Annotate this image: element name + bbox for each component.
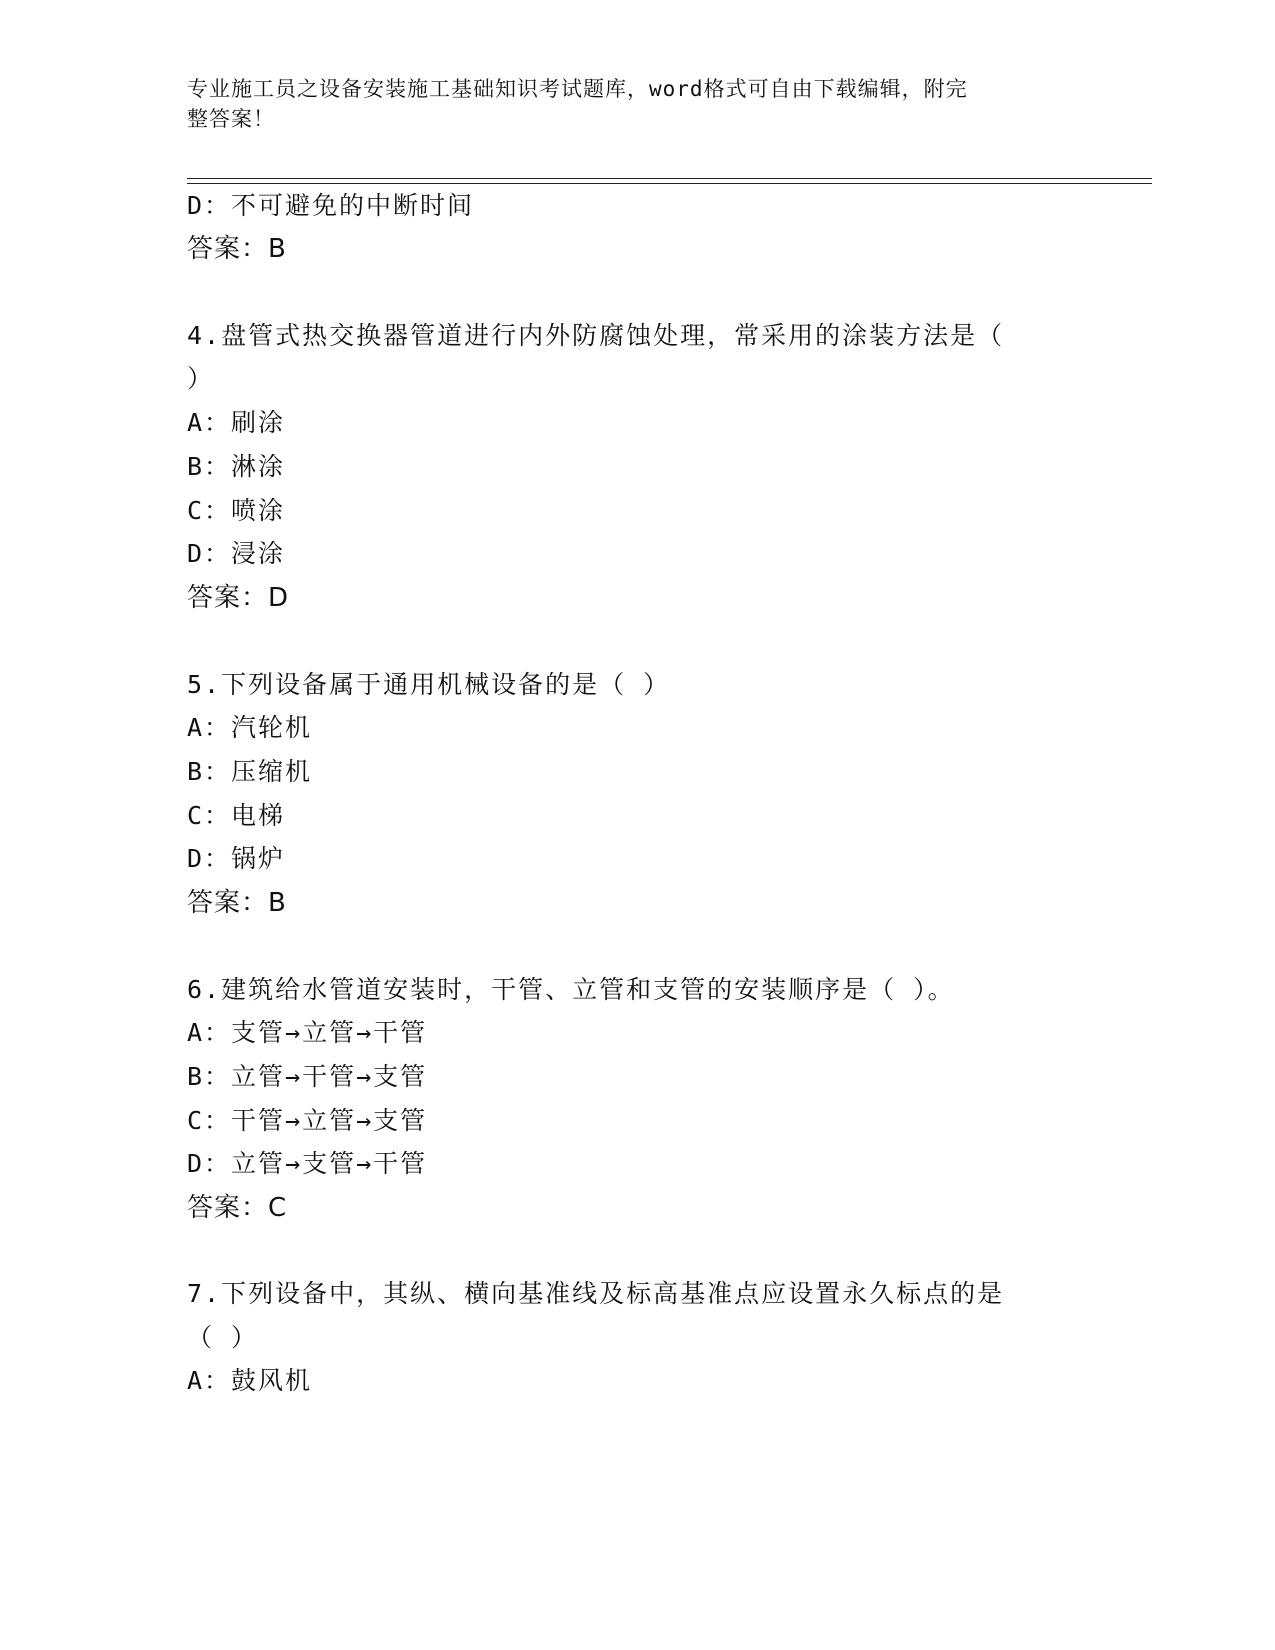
- q6-answer: 答案：C: [187, 1193, 288, 1223]
- q6-option-d: D：立管→支管→干管: [187, 1149, 428, 1178]
- q6-option-b: B：立管→干管→支管: [187, 1062, 428, 1091]
- q6-stem: 6.建筑给水管道安装时，干管、立管和支管的安装顺序是（ ）。: [187, 975, 955, 1004]
- q4-stem-line-2: ）: [187, 364, 215, 393]
- q5-option-b: B：压缩机: [187, 757, 313, 786]
- prev-answer: 答案：B: [187, 234, 287, 264]
- q6-option-a: A：支管→立管→干管: [187, 1018, 428, 1047]
- document-header: [187, 74, 1087, 134]
- q7-option-a: A：鼓风机: [187, 1366, 313, 1395]
- q5-option-a: A：汽轮机: [187, 713, 313, 742]
- q4-option-b: B：淋涂: [187, 452, 286, 481]
- q4-stem-line-1: 4.盘管式热交换器管道进行内外防腐蚀处理，常采用的涂装方法是（: [187, 321, 1005, 350]
- prev-option-d: D：不可避免的中断时间: [187, 191, 475, 220]
- header-line-2: 整答案！: [187, 107, 275, 131]
- q6-option-c: C：干管→立管→支管: [187, 1106, 428, 1135]
- q4-option-d: D：浸涂: [187, 539, 286, 568]
- q7-stem-line-2: （ ）: [187, 1323, 259, 1352]
- q4-option-c: C：喷涂: [187, 496, 286, 525]
- header-line-1: 专业施工员之设备安装施工基础知识考试题库，word格式可自由下载编辑，附完: [187, 77, 968, 101]
- q5-option-d: D：锅炉: [187, 844, 286, 873]
- q5-stem: 5.下列设备属于通用机械设备的是（ ）: [187, 670, 671, 699]
- q7-stem-line-1: 7.下列设备中，其纵、横向基准线及标高基准点应设置永久标点的是: [187, 1279, 1005, 1308]
- q4-option-a: A：刷涂: [187, 408, 286, 437]
- header-divider-top: [187, 178, 1152, 179]
- q4-answer: 答案：D: [187, 583, 290, 613]
- header-divider-bottom: [187, 183, 1152, 184]
- q5-answer: 答案：B: [187, 888, 287, 918]
- q5-option-c: C：电梯: [187, 801, 286, 830]
